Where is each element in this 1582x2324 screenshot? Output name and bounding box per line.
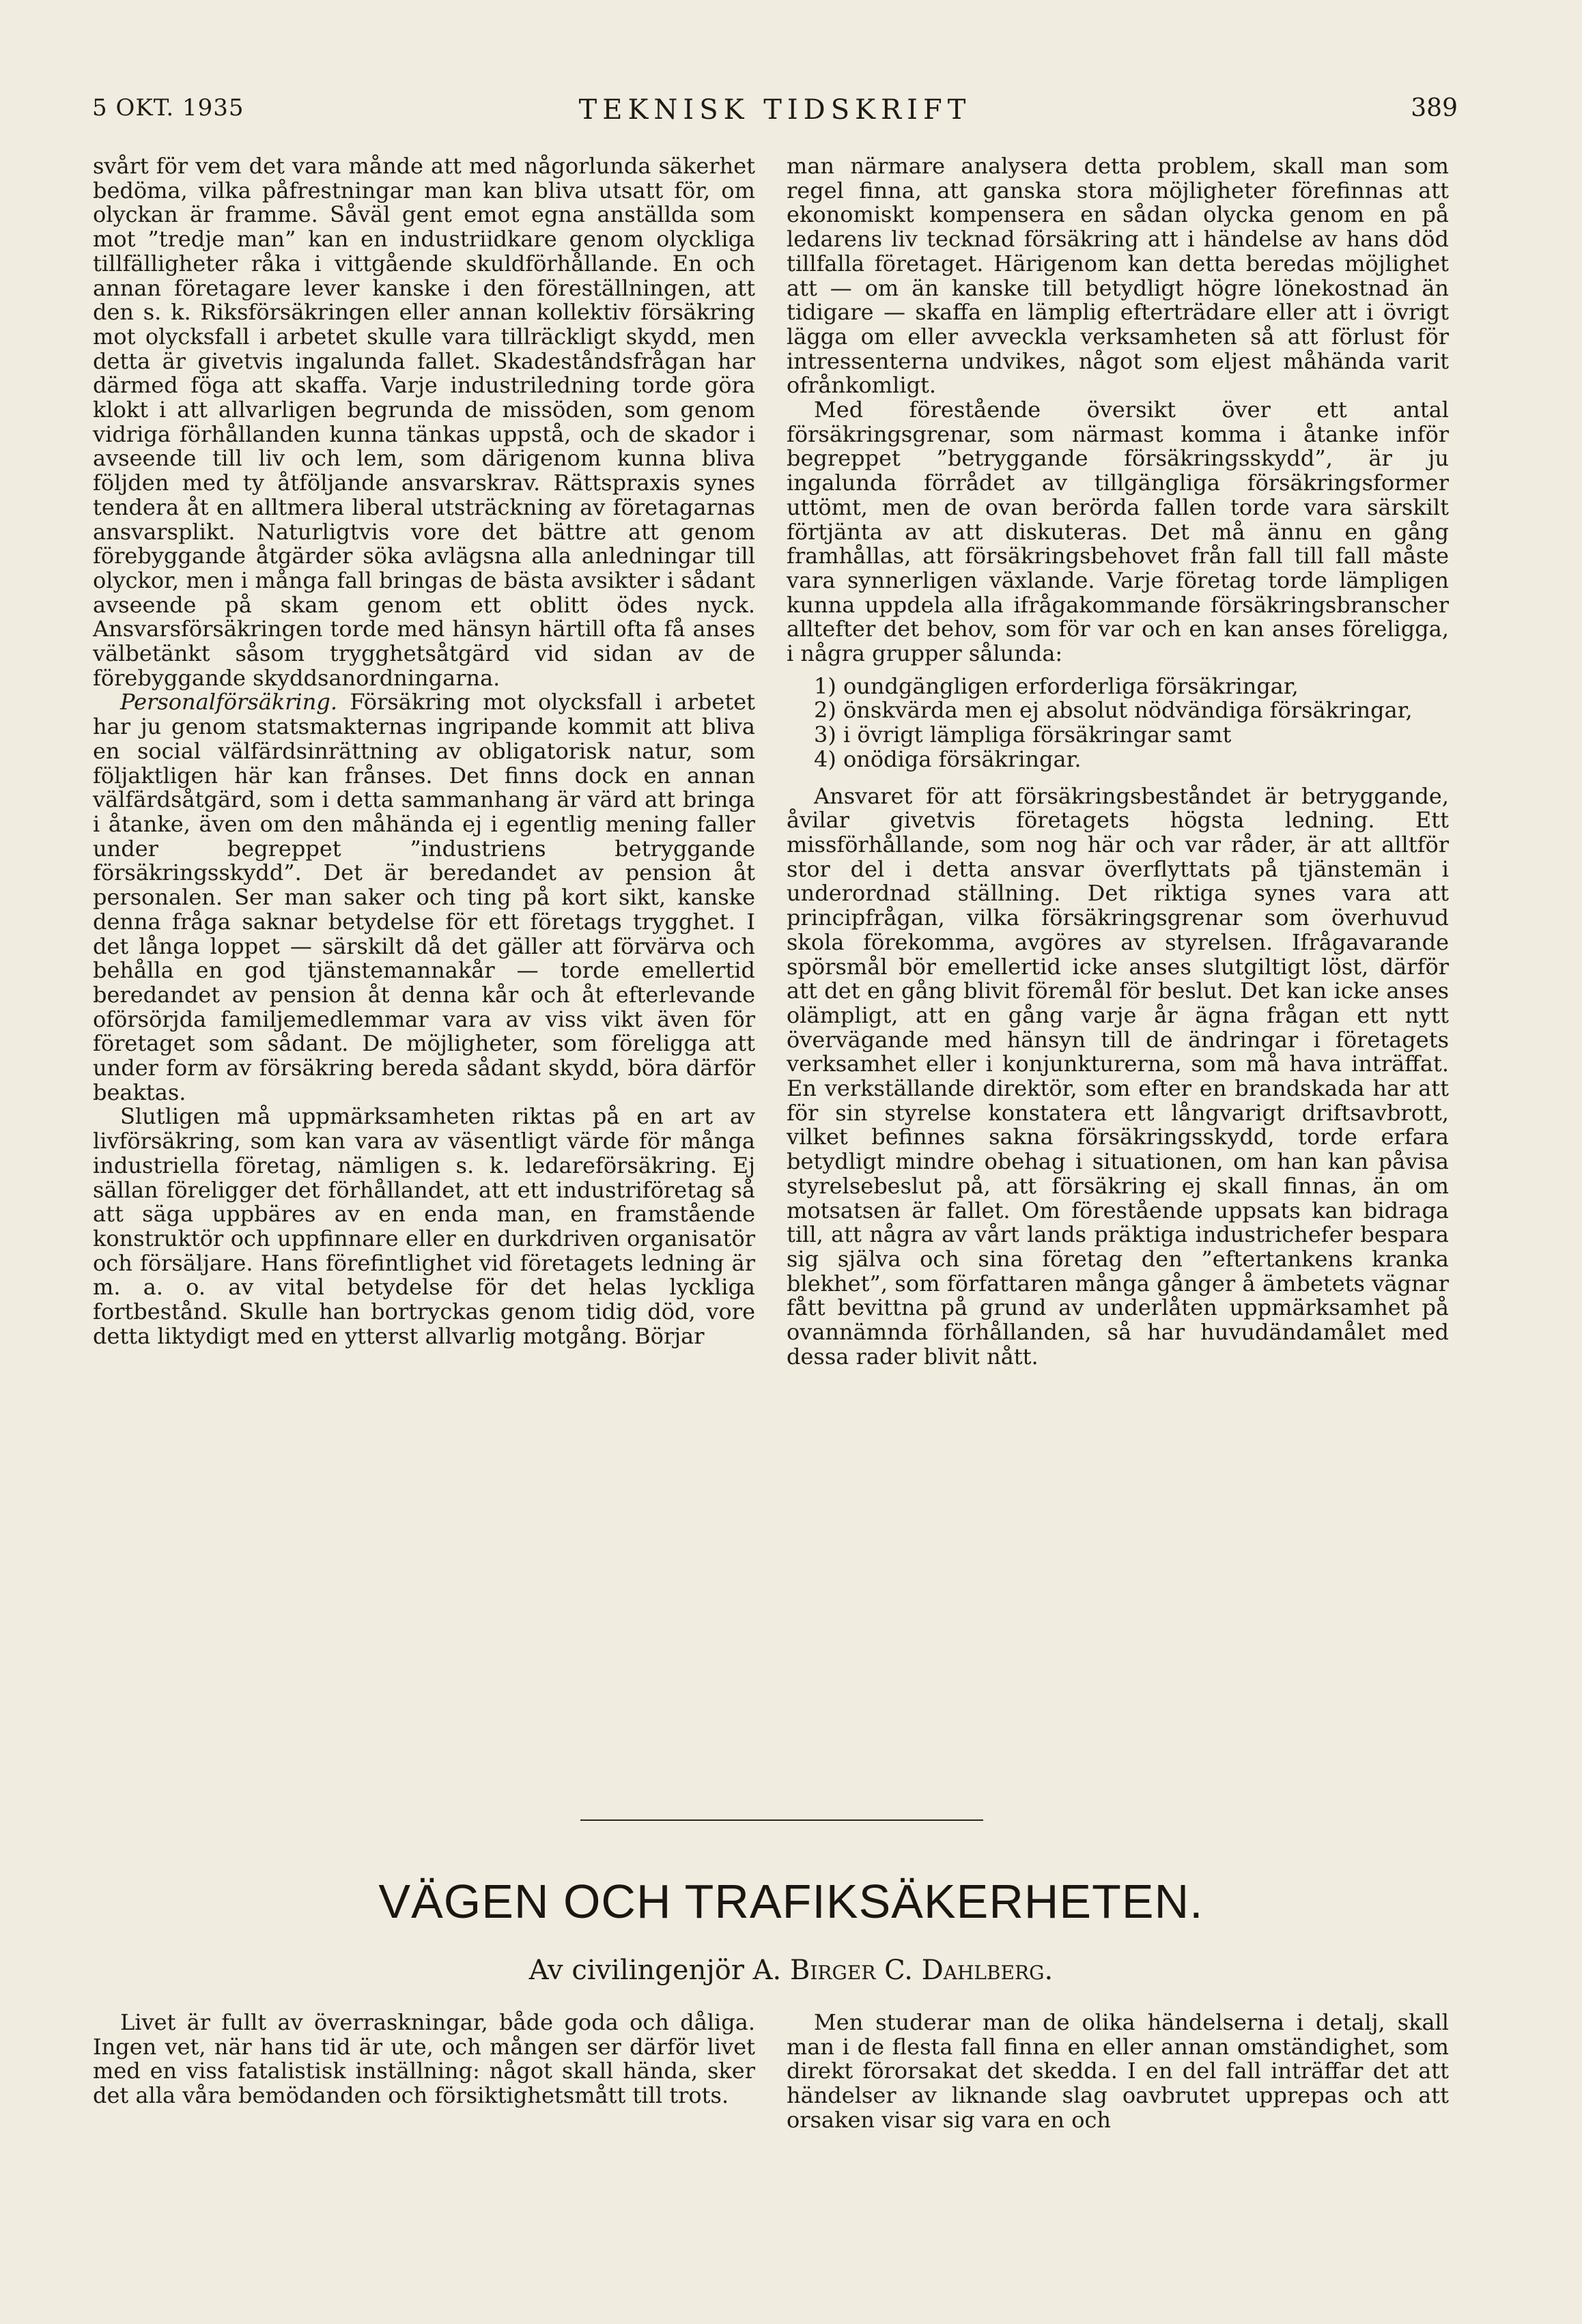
page-number: 389 bbox=[1411, 94, 1458, 122]
paragraph: Men studerar man de olika händelserna i detalj, skall man i de flesta fall finna en eller annan omständighet, som direkt förorsakat det skedda. I en del fall inträffar det att händelser av liknande slag oavbrutet upprepas och att orsaken visar sig vara en och bbox=[787, 2009, 1449, 2133]
section-heading: Personalförsäkring. bbox=[120, 689, 338, 715]
list-item: 1) oundgängligen erforderliga försäkringar, bbox=[814, 672, 1299, 699]
author-name: Birger C. Dahlberg. bbox=[789, 1955, 1054, 1986]
article-left-column bbox=[93, 2011, 755, 2108]
list-item: 3) i övrigt lämpliga försäkringar samt bbox=[814, 722, 1232, 748]
list-item: 4) onödiga försäkringar. bbox=[814, 746, 1082, 772]
paragraph: Ansvaret för att försäkringsbeståndet är betryggande, åvilar givetvis företagets högsta ledning. Ett missförhållande, som nog här och var råder, är att alltför stor del i detta ansvar överflyttats på tjänstemän i underordnad ställning. Det riktiga synes vara att principfrågan, vilka försäkringsgrenar som överhuvud skola förekomma, avgöres av styrelsen. Ifrågavarande spörsmål bör emellertid icke anses slutgiltigt löst, därför att det en gång blivit föremål för beslut. Det kan icke anses olämpligt, att en gång varje år ägna frågan ett nytt övervägande med hänsyn till de ändringar i företagets verksamhet eller i konjunkturerna, som må hava inträffat. En verkställande direktör, som efter en brandskada har att för sin styrelse konstatera ett långvarigt driftsavbrott, vilket befinnes sakna försäkringsskydd, torde erfara betydligt mindre obehag i situationen, om han kan påvisa styrelsebeslut på, att försäkring ej skall finnas, än om motsatsen är fallet. Om förestående uppsats kan bidraga till, att några av vårt lands präktiga industrichefer bespara sig själva och sina företag den ”eftertankens kranka blekhet”, som författaren många gånger å ämbetets vägnar fått bevittna på grund av underlåten uppmärksamhet på ovannämnda förhållanden, så har huvudändamålet med dessa rader blivit nått. bbox=[787, 782, 1449, 1370]
paragraph: Livet är fullt av överraskningar, både goda och dåliga. Ingen vet, när hans tid är ute, och mången ser därför livet med en viss fatalistisk inställning: något skall hända, sker det alla våra bemödanden och försiktighetsmått till trots. bbox=[93, 2009, 755, 2109]
right-column bbox=[787, 154, 1449, 1369]
paragraph: svårt för vem det vara månde att med någorlunda säkerhet bedöma, vilka påfrestningar man kan bliva utsatt för, om olyckan är framme. Såväl gent emot egna anställda som mot ”tredje man” kan en industriidkare genom olyckliga tillfälligheter råka i vittgående skuldförhållande. En och annan företagare lever kanske i den föreställningen, att den s. k. Riksförsäkringen eller annan kollektiv försäkring mot olycksfall i arbetet skulle vara tillräckligt skydd, men detta är givetvis ingalunda fallet. Skadeståndsfrågan har därmed föga att skaffa. Varje industriledning torde göra klokt i att allvarligen begrunda de missöden, som genom vidriga förhållanden kunna tänkas uppstå, och de skador i avseende till liv och lem, som därigenom kunna bliva följden med ty åtföljande ansvarskrav. Rättspraxis synes tendera åt en alltmera liberal utsträckning av företagarnas ansvarsplikt. Naturligtvis vore det bättre att genom förebyggande åtgärder söka avlägsna alla anledningar till olyckor, men i många fall bringas de bästa avsikter i sådant avseende på skam genom ett oblitt ödes nyck. Ansvarsförsäkringen torde med hänsyn härtill ofta få anses välbetänkt såsom trygghetsåtgärd vid sidan av de förebyggande skyddsanordningarna. bbox=[93, 153, 755, 691]
article-right-column bbox=[787, 2011, 1449, 2133]
paragraph: Med förestående översikt över ett antal försäkringsgrenar, som närmast komma i åtanke inför begreppet ”betryggande försäkringsskydd”, är ju ingalunda förrådet av tillgängliga försäkringsformer uttömt, men de ovan berörda fallen torde vara särskilt förtjänta av att diskuteras. Det må ännu en gång framhållas, att försäkringsbehovet från fall till fall måste vara synnerligen växlande. Varje företag torde lämpligen kunna uppdela alla ifrågakommande försäkringsbranscher alltefter det behov, som för var och en kan anses föreligga, i några grupper sålunda: bbox=[787, 397, 1449, 667]
insurance-category-list bbox=[787, 672, 1449, 772]
left-column bbox=[93, 154, 755, 1348]
paragraph: Slutligen må uppmärksamheten riktas på en art av livförsäkring, som kan vara av väsentligt värde för många industriella företag, nämligen s. k. ledareförsäkring. Ej sällan föreligger det förhållandet, att ett industriföretag så att säga uppbäres av en enda man, en framstående konstruktör och uppfinnare eller en durkdriven organisatör och försäljare. Hans förefintlighet vid företagets ledning är m. a. o. av vital betydelse för det helas lyckliga fortbestånd. Skulle han bortryckas genom tidig död, vore detta liktydigt med en ytterst allvarlig motgång. Börjar bbox=[93, 1103, 755, 1349]
paragraph bbox=[93, 690, 755, 1105]
paragraph: man närmare analysera detta problem, skall man som regel finna, att ganska stora möjligheter förefinnas att ekonomiskt kompensera en sådan olycka genom en på ledarens liv tecknad försäkring att i händelse av hans död tillfalla företaget. Härigenom kan detta beredas möjlighet att — om än kanske till betydligt högre lönekostnad än tidigare — skaffa en lämplig efterträdare eller att i övrigt lägga om eller avveckla verksamheten så att förlust för intressenterna undvikes, något som eljest måhända varit ofrånkomligt. bbox=[787, 153, 1449, 399]
article-byline bbox=[0, 1955, 1582, 1986]
running-head bbox=[92, 94, 1458, 135]
journal-title: TEKNISK TIDSKRIFT bbox=[578, 94, 972, 126]
section-divider bbox=[580, 1819, 983, 1821]
issue-date: 5 OKT. 1935 bbox=[92, 94, 244, 122]
list-item: 2) önskvärda men ej absolut nödvändiga försäkringar, bbox=[814, 697, 1413, 724]
byline-prefix: Av civilingenjör A. bbox=[528, 1955, 790, 1986]
paragraph-text: Försäkring mot olycksfall i arbetet har ju genom statsmakternas ingripande kommit att bliva en social välfärdsinrättning av obligatorisk natur, som följaktligen här kan frånses. Det finns dock en annan välfärdsåtgärd, som i detta sammanhang är värd att bringa i åtanke, även om den måhända ej i egentlig mening faller under begreppet ”industriens betryggande försäkringsskydd”. Det är beredandet av pension åt personalen. Ser man saker och ting på kort sikt, kanske denna fråga saknar betydelse för ett företags trygghet. I det långa loppet — särskilt då det gäller att förvärva och behålla en god tjänstemannakår — torde emellertid beredandet av pension åt denna kår och åt efterlevande oförsörjda familjemedlemmar vara av viss vikt även för företaget som sådant. De möjligheter, som föreligga att under form av försäkring bereda sådant skydd, böra därför beaktas. bbox=[93, 689, 755, 1105]
article-title: VÄGEN OCH TRAFIKSÄKERHETEN. bbox=[378, 1875, 1204, 1928]
